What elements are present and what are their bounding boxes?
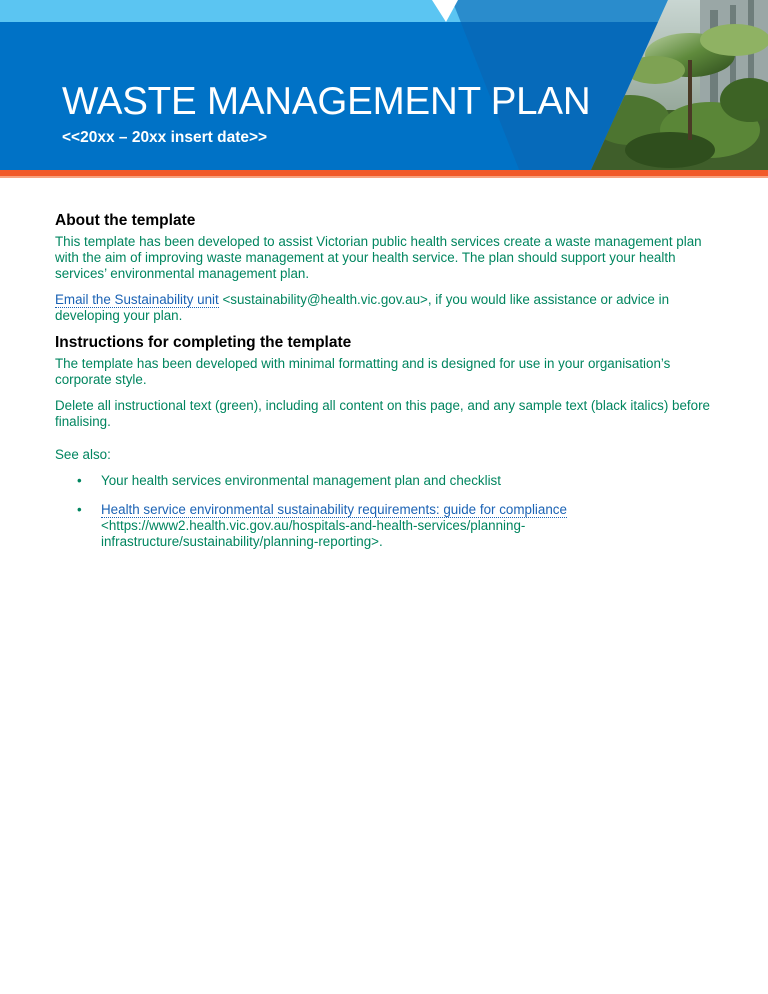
about-body: This template has been developed to assist Victorian public health services create a waste management plan with the aim of improving waste management at your health service. The plan should support your health services’ environmental management plan.	[55, 234, 702, 281]
page-title: WASTE MANAGEMENT PLAN	[62, 80, 591, 123]
bullet-icon: •	[77, 473, 82, 488]
email-address-text: <sustainability@health.vic.gov.au>, if you would like assistance or advice in developing your plan.	[55, 292, 670, 323]
list-item	[55, 473, 720, 489]
list-item	[55, 502, 720, 550]
see-also-label: See also:	[55, 447, 111, 462]
date-subtitle: <<20xx – 20xx insert date>>	[62, 129, 268, 146]
instructions-para-2: Delete all instructional text (green), including all content on this page, and any sample text (black italics) before finalising.	[55, 398, 711, 429]
instructions-heading: Instructions for completing the template	[55, 334, 352, 351]
see-also-list	[55, 473, 720, 550]
email-sustainability-link[interactable]: Email the Sustainability unit	[55, 292, 219, 307]
instructions-para-1: The template has been developed with minimal formatting and is designed for use in your organisation’s corporate style.	[55, 356, 671, 387]
document-body	[55, 212, 720, 563]
orange-stripe	[0, 170, 768, 176]
compliance-guide-url: <https://www2.health.vic.gov.au/hospitals-and-health-services/planning-infrastructure/sustainability/planning-reporting>.	[101, 518, 526, 549]
bullet-icon: •	[77, 502, 82, 517]
email-paragraph	[55, 292, 720, 324]
about-heading: About the template	[55, 212, 196, 229]
list-item-text: Your health services environmental management plan and checklist	[101, 473, 501, 488]
compliance-guide-link[interactable]: Health service environmental sustainability requirements: guide for compliance	[101, 502, 567, 517]
